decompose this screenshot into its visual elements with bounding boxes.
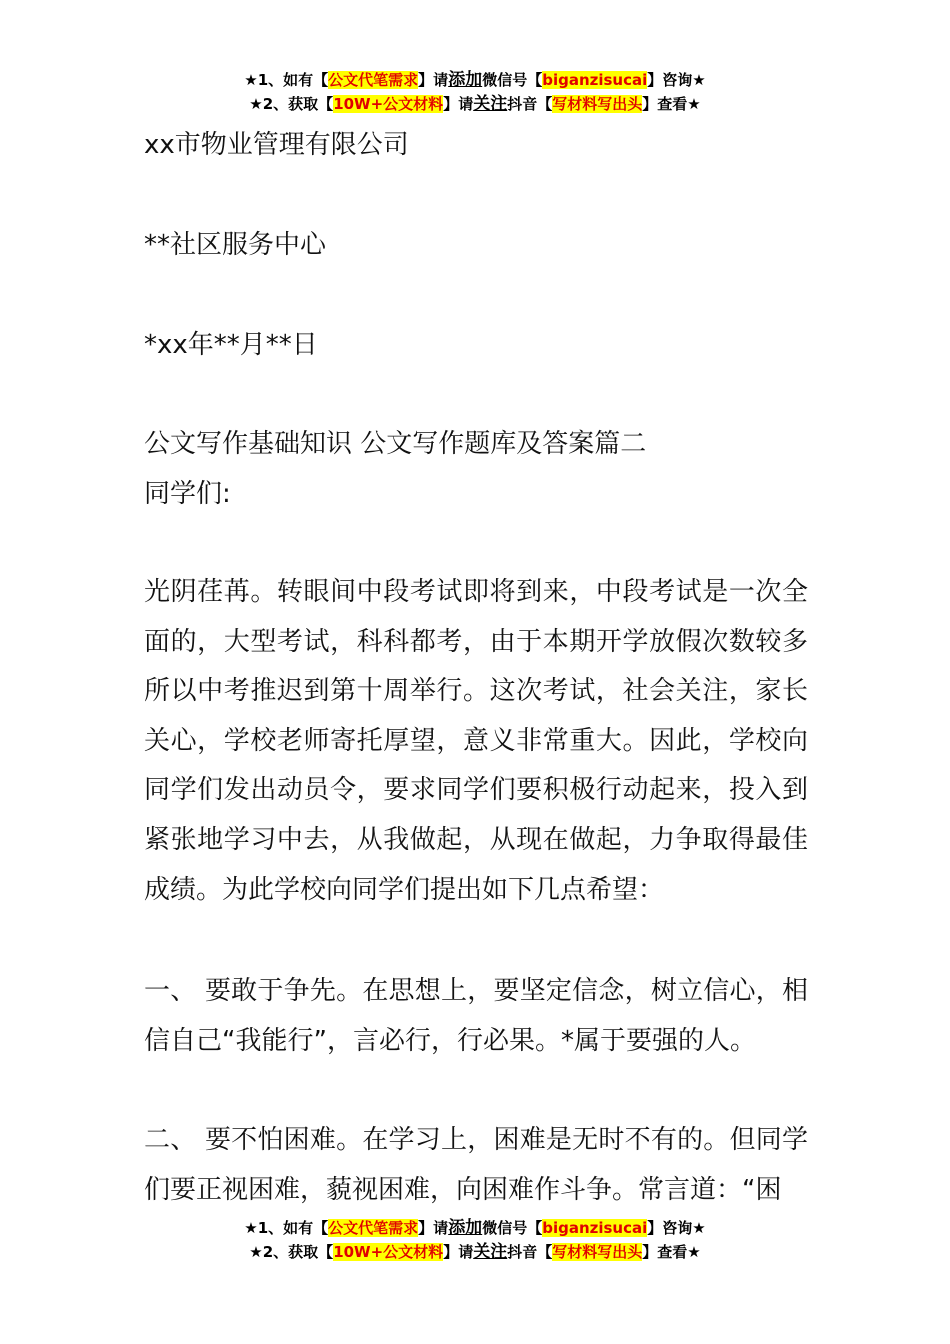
paragraph-point-one: 一、 要敢于争先。在思想上，要坚定信念，树立信心，相信自己“我能行”，言必行，行必果。*属于要强的人。 (144, 976, 808, 1056)
highlight-materials: 10W+公文材料 (333, 95, 444, 113)
underline-add: 添加 (448, 1218, 483, 1238)
promo-banner-bottom (0, 1216, 950, 1264)
highlight-wechat-id: biganzisucai (542, 1219, 648, 1237)
document-date: *xx年**月**日 (144, 330, 318, 360)
highlight-wechat-id: biganzisucai (542, 71, 648, 89)
underline-follow: 关注 (473, 1242, 508, 1262)
promo-line-2: ★2、获取【10W+公文材料】请关注抖音【写材料写出头】查看★ (249, 1242, 701, 1262)
service-center: **社区服务中心 (144, 230, 327, 260)
salutation: 同学们: (144, 479, 231, 509)
promo-line-1: ★1、如有【公文代笔需求】请添加微信号【biganzisucai】咨询★ (244, 70, 706, 90)
paragraph-point-two: 二、 要不怕困难。在学习上，困难是无时不有的。但同学们要正视困难，藐视困难，向困难作斗争。常言道：“困 (144, 1125, 808, 1205)
promo-banner-top (0, 68, 950, 116)
highlight-service: 公文代笔需求 (328, 1219, 419, 1237)
promo-line-2: ★2、获取【10W+公文材料】请关注抖音【写材料写出头】查看★ (249, 94, 701, 114)
company-name: xx市物业管理有限公司 (144, 130, 409, 160)
highlight-materials: 10W+公文材料 (333, 1243, 444, 1261)
highlight-douyin: 写材料写出头 (552, 95, 643, 113)
promo-line-1: ★1、如有【公文代笔需求】请添加微信号【biganzisucai】咨询★ (244, 1218, 706, 1238)
underline-follow: 关注 (473, 94, 508, 114)
highlight-douyin: 写材料写出头 (552, 1243, 643, 1261)
highlight-service: 公文代笔需求 (328, 71, 419, 89)
underline-add: 添加 (448, 70, 483, 90)
section-heading: 公文写作基础知识 公文写作题库及答案篇二 (144, 429, 647, 459)
paragraph-intro: 光阴荏苒。转眼间中段考试即将到来，中段考试是一次全面的，大型考试，科科都考，由于本期开学放假次数较多所以中考推迟到第十周举行。这次考试，社会关注，家长关心，学校老师寄托厚望，意义非常重大。因此，学校向同学们发出动员令，要求同学们要积极行动起来，投入到紧张地学习中去，从我做起，从现在做起，力争取得最佳成绩。为此学校向同学们提出如下几点希望： (144, 577, 808, 905)
